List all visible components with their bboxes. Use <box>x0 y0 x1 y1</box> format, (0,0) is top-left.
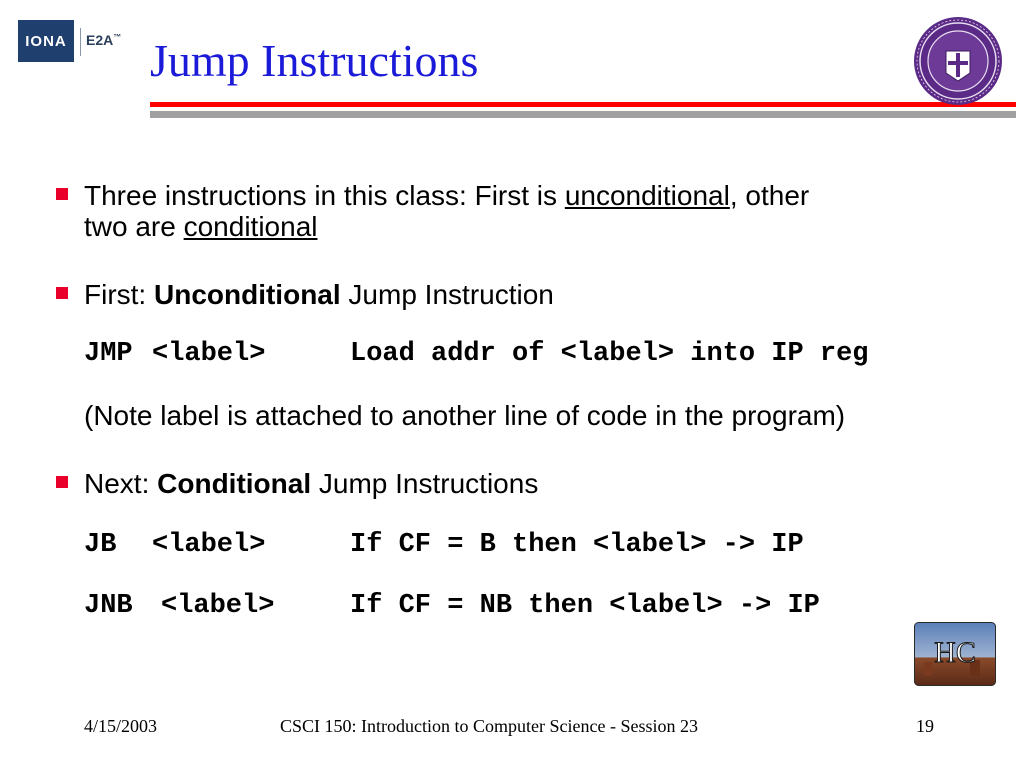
bullet-1-text-c: two are <box>84 211 184 242</box>
bullet-3-bold: Conditional <box>157 468 312 499</box>
code-jmp-desc: Load addr of <label> into IP reg <box>350 339 869 369</box>
bullet-1-line-1 <box>84 180 809 211</box>
bullet-3-prefix: Next: <box>84 468 158 499</box>
title-rule-gray <box>150 111 1016 118</box>
code-jb-desc: If CF = B then <label> -> IP <box>350 530 804 560</box>
code-jnb-arg: <label> <box>161 591 275 621</box>
code-jb-arg: <label> <box>152 530 266 560</box>
logo-separator <box>80 28 81 56</box>
footer-page-number: 19 <box>916 716 934 736</box>
bullet-2-bold: Unconditional <box>154 279 341 310</box>
code-jnb-desc: If CF = NB then <label> -> IP <box>350 591 820 621</box>
title-rule-red <box>150 102 1016 107</box>
bullet-marker <box>56 287 68 299</box>
slide-title: Jump Instructions <box>150 35 479 86</box>
e2a-logo: E2A™ <box>86 32 122 48</box>
bullet-3-line <box>84 468 538 499</box>
bullet-2-note: (Note label is attached to another line of code in the program) <box>84 400 846 431</box>
footer-course: CSCI 150: Introduction to Computer Science - Session 23 <box>280 716 698 736</box>
bullet-2-line <box>84 279 554 310</box>
iona-logo <box>18 20 74 62</box>
bullet-1-text-b: , other <box>729 180 810 211</box>
bullet-1-line-2 <box>84 211 317 242</box>
college-seal-icon <box>912 15 1004 107</box>
e2a-logo-text: E2A <box>86 32 114 48</box>
bullet-3-suffix: Jump Instructions <box>311 468 539 499</box>
footer-date: 4/15/2003 <box>84 716 158 736</box>
bullet-2-prefix: First: <box>84 279 154 310</box>
bullet-1-text-a: Three instructions in this class: First is <box>84 180 565 211</box>
code-jmp-arg: <label> <box>152 339 266 369</box>
code-jb-op: JB <box>84 530 117 560</box>
hc-logo-text: HC <box>934 636 976 669</box>
bullet-1-underline-unconditional: unconditional <box>564 180 730 211</box>
iona-logo-text: IONA <box>25 32 67 50</box>
bullet-marker <box>56 476 68 488</box>
code-jnb-op: JNB <box>84 591 133 621</box>
bullet-2-suffix: Jump Instruction <box>340 279 554 310</box>
code-jmp-op: JMP <box>84 339 133 369</box>
bullet-marker <box>56 188 68 200</box>
hc-logo-icon <box>914 622 996 686</box>
bullet-1-underline-conditional: conditional <box>183 211 318 242</box>
